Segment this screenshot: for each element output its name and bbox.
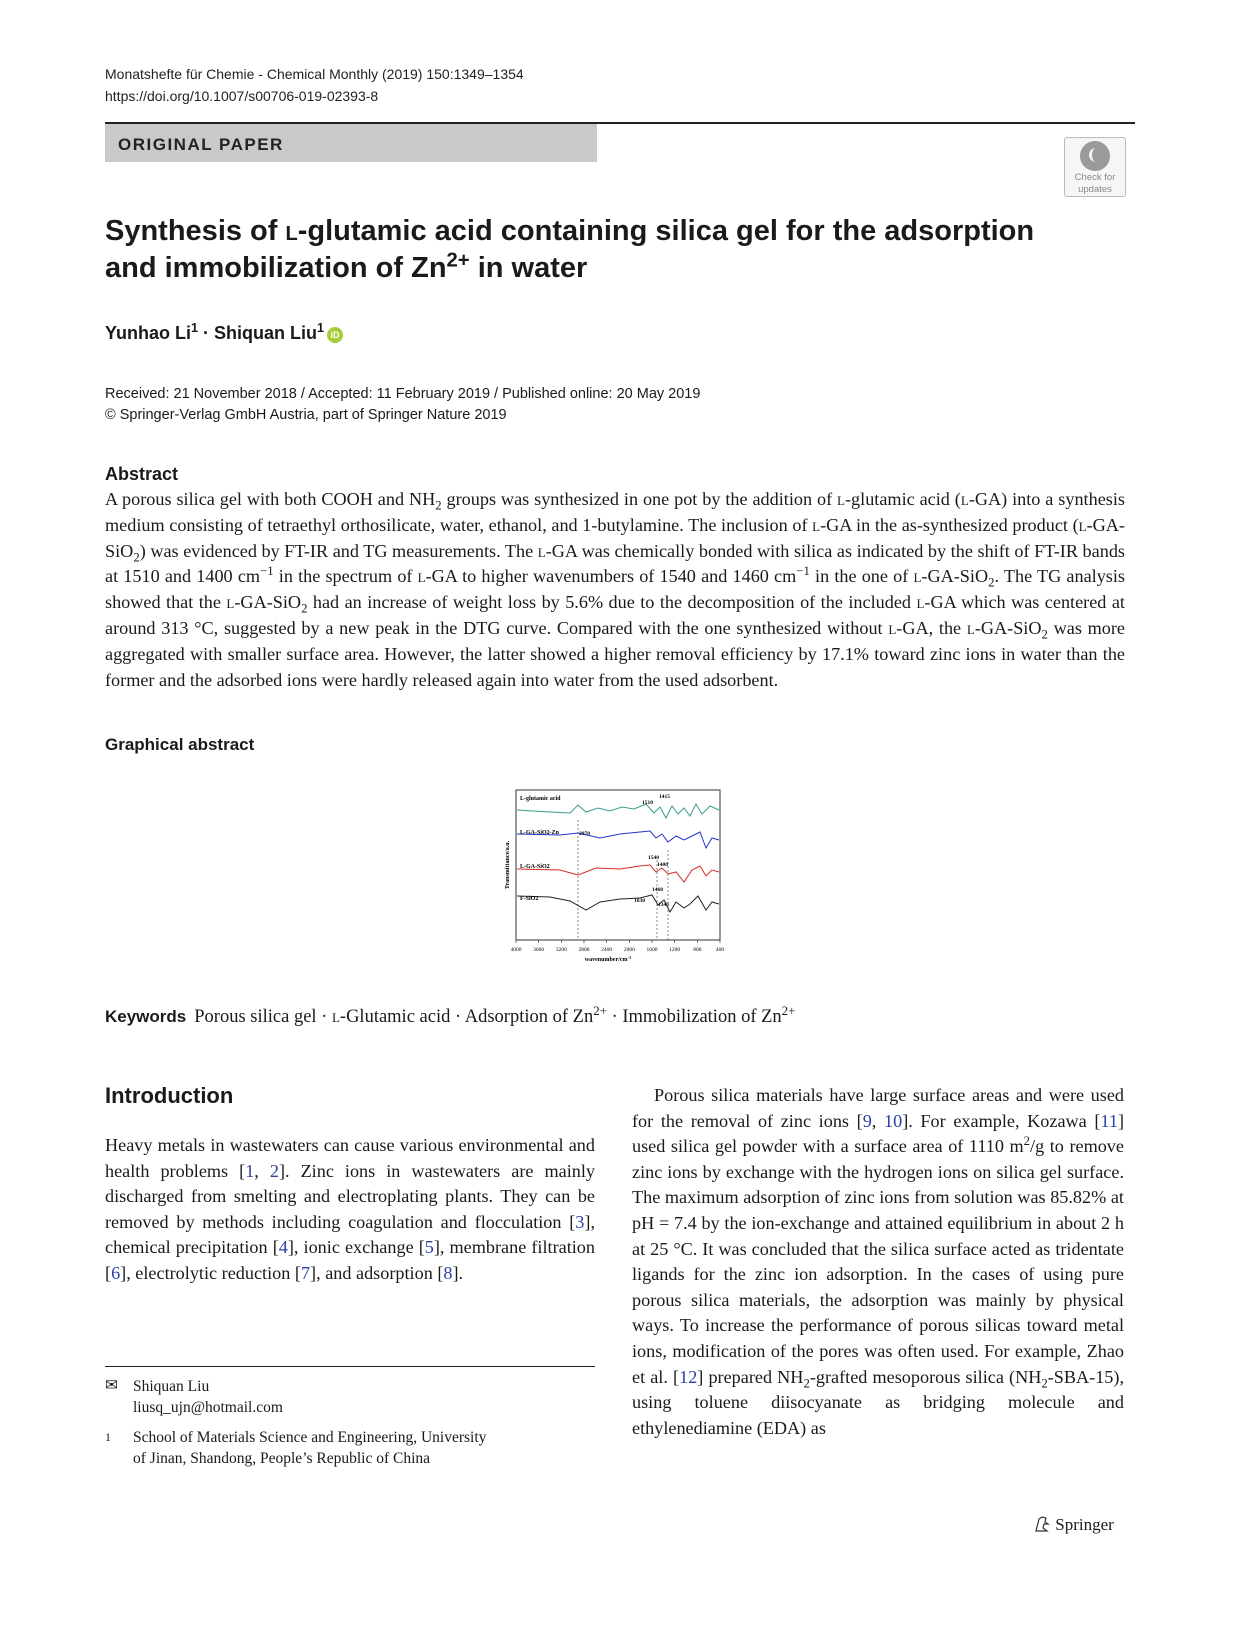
peak-annotation: 1540 (648, 855, 659, 861)
publisher-logo: Springer (1033, 1515, 1114, 1535)
citation-link[interactable]: 1 (245, 1160, 255, 1181)
series-label: L-glutamic acid (520, 796, 561, 802)
peak-annotation: 1630 (634, 898, 645, 904)
email-link[interactable]: liusq_ujn@hotmail.com (133, 1399, 283, 1416)
peak-annotation: 1460 (652, 887, 663, 893)
x-tick-label: 1200 (669, 947, 681, 953)
affiliation-number: 1 (105, 1430, 111, 1444)
citation-link[interactable]: 12 (679, 1366, 698, 1387)
intro-paragraph: Heavy metals in wastewaters can cause various environmental and health problems [1, 2]. Zinc ions in wastewaters are mainly discharged from smelting and electroplating plants. They can be removed by methods including coagulation and flocculation [3], chemical precipitation [4], ionic exchange [5], membrane filtration [6], electrolytic reduction [7], and adsorption [8]. (105, 1135, 595, 1283)
affiliation: School of Materials Science and Engineering, University of Jinan, Shandong, People’s Republic of China (133, 1429, 487, 1467)
x-axis-label: wavenumber/$cm^{-1}$ (584, 955, 632, 963)
peak-annotation: 2970 (579, 831, 590, 837)
x-tick-label: 3200 (555, 947, 567, 953)
x-tick-label: 1600 (646, 947, 658, 953)
author-name[interactable]: Shiquan Liu (214, 323, 318, 343)
series-label: L-GA-SiO2-Zn (520, 830, 560, 836)
citation-link[interactable]: 10 (884, 1110, 903, 1131)
citation-link[interactable]: 2 (269, 1160, 279, 1181)
ftir-chart-svg (500, 780, 740, 970)
check-for-updates-badge[interactable] (1064, 137, 1126, 197)
badge-text-line2: updates (1078, 184, 1112, 195)
introduction-heading: Introduction (105, 1083, 234, 1108)
abstract-heading: Abstract (105, 464, 179, 484)
x-tick-labels (511, 940, 725, 953)
ftir-chart (500, 780, 740, 970)
citation-link[interactable]: 7 (300, 1262, 311, 1283)
springer-horse-icon (1033, 1515, 1051, 1533)
citation-link[interactable]: 8 (443, 1262, 453, 1283)
citation-link[interactable]: 4 (278, 1237, 288, 1258)
x-tick-label: 3600 (533, 947, 545, 953)
corresponding-author: Shiquan Liu liusq_ujn@hotmail.com (133, 1378, 283, 1416)
series-label: F-SiO2 (520, 896, 539, 902)
citation-link[interactable]: 3 (575, 1211, 585, 1232)
author-name[interactable]: Yunhao Li (105, 323, 192, 343)
orcid-icon[interactable]: iD (327, 327, 343, 343)
peak-annotation: 1415 (659, 794, 670, 800)
graphical-abstract-heading: Graphical abstract (105, 735, 255, 754)
series-label: L-GA-SiO2 (520, 864, 550, 870)
x-tick-label: 2000 (623, 947, 635, 953)
citation-link[interactable]: 11 (1100, 1110, 1118, 1131)
peak-annotation: 1510 (642, 800, 653, 806)
author-list: Yunhao $Li^1$ · Shiquan Liu$^1$ iD (105, 323, 343, 344)
x-tick-label: 800 (693, 947, 702, 953)
journal-citation: Monatshefte für Chemie - Chemical Monthly (2019) 150:1349–1354 (105, 66, 524, 82)
x-tick-label: 2400 (601, 947, 613, 953)
article-title: Synthesis of l-glutamic acid containing silica gel for the adsorption and immobilization of $Zn^{2+}$ in water (105, 215, 1035, 284)
bookmark-icon (1080, 141, 1110, 171)
citation-link[interactable]: 6 (111, 1262, 121, 1283)
x-tick-label: 2800 (578, 947, 590, 953)
peak-annotation: 1345 (658, 902, 669, 908)
doi-link[interactable]: https://doi.org/10.1007/s00706-019-02393-8 (105, 88, 379, 104)
y-axis-label: Transmittance/a.u. (505, 840, 511, 890)
badge-text-line1: Check for (1074, 172, 1116, 183)
keywords: Keywords Porous silica gel · l-Glutamic acid · Adsorption of $Zn^{2+}$ · Immobilization of $Zn^{2+}$ (105, 1002, 796, 1027)
section-label: ORIGINAL PAPER (118, 135, 284, 154)
peak-annotation: 1400 (657, 862, 668, 868)
x-tick-label: 4000 (510, 947, 522, 953)
footnote-rule (105, 1366, 595, 1367)
copyright: © Springer-Verlag GmbH Austria, part of Springer Nature 2019 (105, 407, 507, 423)
abstract-text: A porous silica gel with both COOH and $NH_2$ groups was synthesized in one pot by the addition of l-glutamic acid (l-GA) into a synthesis medium consisting of tetraethyl orthosilicate, water, ethanol, and 1-butylamine. The inclusion of l-GA in the as-synthesized product (l-GA-SiO$_2$) was evidenced by FT-IR and TG measurements. The l-GA was chemically bonded with silica as indicated by the shift of FT-IR bands at 1510 and 1400 $cm^{-1}$ in the spectrum of l-GA to higher wavenumbers of 1540 and 1460 $cm^{-1}$ in the one of l-GA-SiO$_2$. The TG analysis showed that the l-GA-SiO$_2$ had an increase of weight loss by 5.6% due to the decomposition of the included l-GA which was centered at around 313 °C, suggested by a new peak in the DTG curve. Compared with the one synthesized without l-GA, the l-GA-SiO$_2$ was more aggregated with smaller surface area. However, the latter showed a higher removal efficiency by 17.1% toward zinc ions in water than the former and the adsorbed ions were hardly released again into water from the used adsorbent. (105, 489, 1126, 690)
publication-dates: Received: 21 November 2018 / Accepted: 11 February 2019 / Published online: 20 May 2019 © Springer-Verlag GmbH Austria, part of Springer Nature 2019 (105, 384, 700, 426)
envelope-icon: ✉ (105, 1377, 118, 1394)
citation-link[interactable]: 9 (862, 1110, 872, 1131)
x-tick-label: 400 (715, 947, 725, 953)
intro-paragraph: Porous silica materials have large surface areas and were used for the removal of zinc ions [9, 10]. For example, Kozawa [11] used silica gel powder with a surface area of 1110 $m^2/g$ to remove zinc ions by exchange with the hydrogen ions on silica gel surface. The maximum adsorption of zinc ions from solution was 85.82% at pH = 7.4 by the ion-exchange and attained equilibrium in about 2 h at 25 °C. It was concluded that the silica surface acted as tridentate ligands for the zinc ion adsorption. In the cases of using pure porous silica materials, the adsorption was mainly by physical ways. To increase the performance of porous silicas toward metal ions, modification of the pores was often used. For example, Zhao et al. [12] prepared $NH_2$-grafted mesoporous silica $(NH_2-SBA-15)$, using toluene diisocyanate as bridging molecule and ethylenediamine (EDA) as (632, 1085, 1125, 1438)
citation-link[interactable]: 5 (424, 1237, 434, 1258)
